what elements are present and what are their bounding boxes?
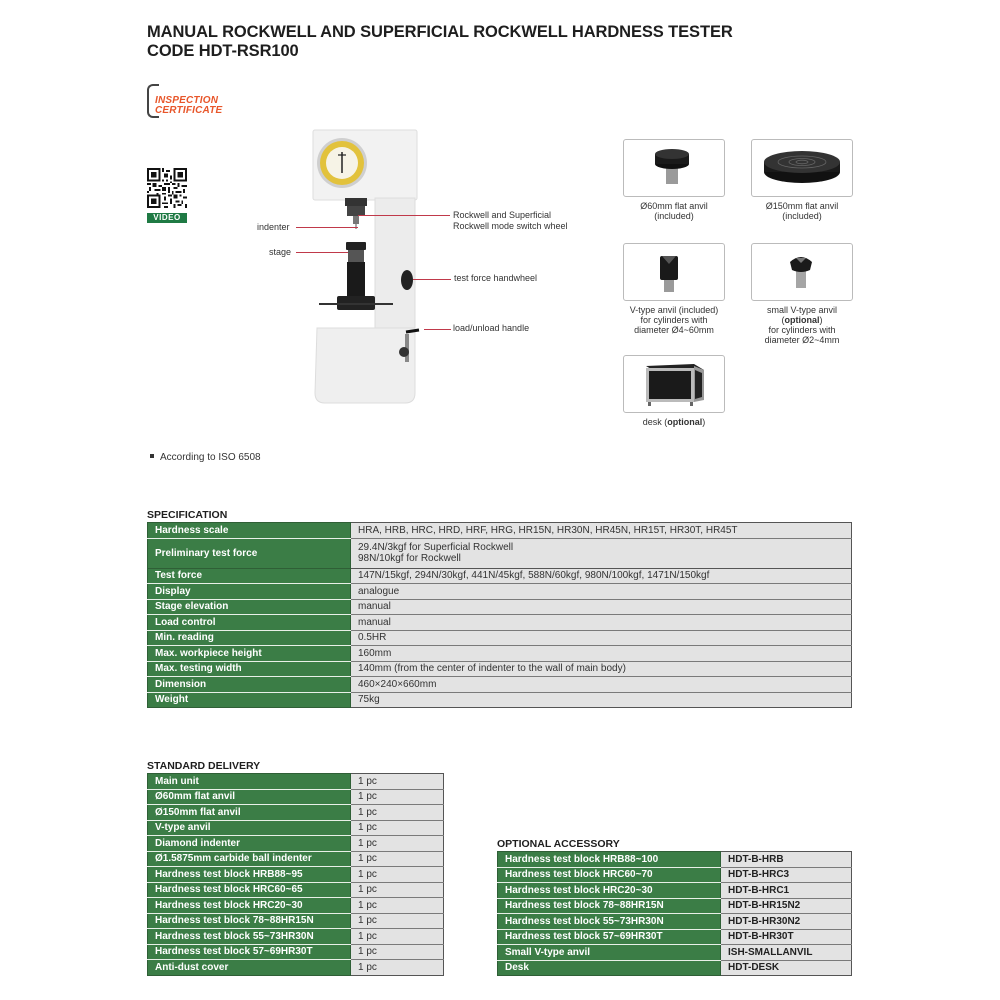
spec-row bbox=[148, 692, 852, 708]
spec-row-label: Display bbox=[148, 584, 351, 600]
caption-line: for cylinders with bbox=[768, 325, 836, 335]
accessory-row-value: ISH-SMALLANVIL bbox=[721, 945, 852, 961]
callout-line-indenter bbox=[296, 227, 358, 228]
delivery-row bbox=[148, 944, 444, 960]
delivery-row-value: 1 pc bbox=[351, 898, 444, 914]
accessory-row-label: Hardness test block HRB88~100 bbox=[498, 852, 721, 868]
delivery-row bbox=[148, 789, 444, 805]
specification-heading: SPECIFICATION bbox=[147, 509, 228, 521]
accessory-row bbox=[498, 867, 852, 883]
delivery-row bbox=[148, 867, 444, 883]
accessory-row-label: Small V-type anvil bbox=[498, 945, 721, 961]
v-type-anvil-icon bbox=[624, 244, 724, 300]
accessory-row bbox=[498, 929, 852, 945]
spec-row-value: analogue bbox=[351, 584, 852, 600]
qr-code-icon bbox=[147, 168, 187, 208]
callout-indenter: indenter bbox=[257, 222, 290, 232]
spec-row bbox=[148, 568, 852, 584]
optional-accessory-table bbox=[497, 851, 852, 976]
delivery-row-label: Hardness test block HRC20~30 bbox=[148, 898, 351, 914]
accessory-row-label: Hardness test block 78~88HR15N bbox=[498, 898, 721, 914]
caption-line: small V-type anvil bbox=[766, 305, 838, 315]
delivery-row bbox=[148, 929, 444, 945]
caption-text: desk ( bbox=[642, 417, 668, 427]
accessory-card-desk bbox=[623, 355, 725, 413]
delivery-row bbox=[148, 805, 444, 821]
spec-row-label: Weight bbox=[148, 692, 351, 708]
delivery-row bbox=[148, 913, 444, 929]
accessory-row-value: HDT-DESK bbox=[721, 960, 852, 976]
callout-line-load-handle bbox=[424, 329, 451, 330]
caption-line: (included) bbox=[782, 211, 822, 221]
spec-row bbox=[148, 538, 852, 568]
spec-row-label: Dimension bbox=[148, 677, 351, 693]
spec-row bbox=[148, 523, 852, 539]
delivery-row-label: Main unit bbox=[148, 774, 351, 790]
delivery-row-label: Hardness test block 57~69HR30T bbox=[148, 944, 351, 960]
accessory-row bbox=[498, 945, 852, 961]
spec-row-value: 147N/15kgf, 294N/30kgf, 441N/45kgf, 588N/60kgf, 980N/100kgf, 1471N/150kgf bbox=[351, 568, 852, 584]
accessory-row-label: Hardness test block HRC20~30 bbox=[498, 883, 721, 899]
delivery-row-label: Ø150mm flat anvil bbox=[148, 805, 351, 821]
inspection-certificate-badge bbox=[147, 84, 247, 118]
delivery-row-label: Anti-dust cover bbox=[148, 960, 351, 976]
callout-switch-wheel-line-2: Rockwell mode switch wheel bbox=[453, 221, 568, 231]
delivery-row-value: 1 pc bbox=[351, 944, 444, 960]
hardness-tester-image bbox=[295, 128, 425, 408]
delivery-row bbox=[148, 851, 444, 867]
caption-line: Ø150mm flat anvil bbox=[765, 201, 839, 211]
callout-stage: stage bbox=[269, 247, 292, 257]
accessory-caption-60mm-anvil bbox=[609, 201, 739, 221]
spec-row bbox=[148, 646, 852, 662]
accessory-row bbox=[498, 914, 852, 930]
delivery-row bbox=[148, 898, 444, 914]
delivery-row-value: 1 pc bbox=[351, 774, 444, 790]
flat-anvil-60mm-icon bbox=[624, 140, 724, 196]
spec-row-value-line: 98N/10kgf for Rockwell bbox=[358, 553, 461, 564]
caption-text: ) bbox=[702, 417, 706, 427]
spec-row bbox=[148, 615, 852, 631]
delivery-row-value: 1 pc bbox=[351, 805, 444, 821]
spec-row-value: 75kg bbox=[351, 692, 852, 708]
accessory-row-value: HDT-B-HRC3 bbox=[721, 867, 852, 883]
optional-label: optional bbox=[784, 315, 820, 325]
accessory-card-v-anvil bbox=[623, 243, 725, 301]
certificate-line-2: CERTIFICATE bbox=[155, 105, 223, 116]
accessory-card-150mm-anvil bbox=[751, 139, 853, 197]
spec-row-label: Stage elevation bbox=[148, 599, 351, 615]
specification-table bbox=[147, 522, 852, 708]
spec-row bbox=[148, 630, 852, 646]
delivery-row bbox=[148, 836, 444, 852]
accessory-row bbox=[498, 852, 852, 868]
caption-line bbox=[737, 315, 867, 325]
spec-row bbox=[148, 584, 852, 600]
accessory-row-value: HDT-B-HRB bbox=[721, 852, 852, 868]
accessory-row-label: Hardness test block HRC60~70 bbox=[498, 867, 721, 883]
accessory-row-value: HDT-B-HR30T bbox=[721, 929, 852, 945]
delivery-row-value: 1 pc bbox=[351, 820, 444, 836]
accessory-row-label: Desk bbox=[498, 960, 721, 976]
delivery-row-value: 1 pc bbox=[351, 789, 444, 805]
caption-line: diameter Ø2~4mm bbox=[764, 335, 840, 345]
accessory-row-value: HDT-B-HR15N2 bbox=[721, 898, 852, 914]
delivery-row-value: 1 pc bbox=[351, 882, 444, 898]
accessory-caption-desk bbox=[609, 417, 739, 427]
spec-row-value: 460×240×660mm bbox=[351, 677, 852, 693]
delivery-row-value: 1 pc bbox=[351, 851, 444, 867]
caption-text: ( bbox=[781, 315, 785, 325]
bullet-icon bbox=[150, 454, 154, 458]
delivery-row-value: 1 pc bbox=[351, 960, 444, 976]
accessory-card-60mm-anvil bbox=[623, 139, 725, 197]
spec-row bbox=[148, 661, 852, 677]
callout-line-switch-wheel bbox=[358, 215, 450, 216]
spec-row-label: Load control bbox=[148, 615, 351, 631]
spec-row bbox=[148, 677, 852, 693]
caption-line: Ø60mm flat anvil bbox=[640, 201, 708, 211]
desk-icon bbox=[624, 356, 724, 412]
delivery-row-label: Ø60mm flat anvil bbox=[148, 789, 351, 805]
spec-row-label: Max. testing width bbox=[148, 661, 351, 677]
spec-row-label: Preliminary test force bbox=[148, 538, 351, 568]
optional-accessory-heading: OPTIONAL ACCESSORY bbox=[497, 838, 620, 850]
standard-note-text: According to ISO 6508 bbox=[160, 452, 261, 463]
spec-row-value: manual bbox=[351, 599, 852, 615]
certificate-line-1: INSPECTION bbox=[155, 95, 219, 106]
title-line-2: CODE HDT-RSR100 bbox=[147, 42, 299, 60]
accessory-row-label: Hardness test block 55~73HR30N bbox=[498, 914, 721, 930]
spec-row-label: Min. reading bbox=[148, 630, 351, 646]
caption-text: ) bbox=[819, 315, 823, 325]
standard-delivery-heading: STANDARD DELIVERY bbox=[147, 760, 261, 772]
accessory-caption-150mm-anvil bbox=[737, 201, 867, 221]
spec-row-value: 160mm bbox=[351, 646, 852, 662]
spec-row-value: 140mm (from the center of indenter to the wall of main body) bbox=[351, 661, 852, 677]
callout-load-unload-handle: load/unload handle bbox=[453, 323, 530, 333]
video-qr-code[interactable] bbox=[147, 168, 187, 222]
delivery-row-value: 1 pc bbox=[351, 867, 444, 883]
delivery-row bbox=[148, 960, 444, 976]
spec-row-label: Test force bbox=[148, 568, 351, 584]
delivery-row-value: 1 pc bbox=[351, 836, 444, 852]
spec-row-label: Hardness scale bbox=[148, 523, 351, 539]
delivery-row-value: 1 pc bbox=[351, 913, 444, 929]
certificate-text bbox=[155, 96, 222, 116]
spec-row bbox=[148, 599, 852, 615]
accessory-row-value: HDT-B-HRC1 bbox=[721, 883, 852, 899]
spec-row-value: manual bbox=[351, 615, 852, 631]
delivery-row bbox=[148, 882, 444, 898]
video-label: VIDEO bbox=[147, 213, 187, 223]
accessory-row bbox=[498, 898, 852, 914]
delivery-row-label: Hardness test block HRB88~95 bbox=[148, 867, 351, 883]
spec-row-value: 0.5HR bbox=[351, 630, 852, 646]
page-title bbox=[147, 23, 733, 61]
spec-row-value: HRA, HRB, HRC, HRD, HRF, HRG, HR15N, HR30N, HR45N, HR15T, HR30T, HR45T bbox=[351, 523, 852, 539]
optional-label: optional bbox=[667, 417, 703, 427]
callout-test-force-handwheel: test force handwheel bbox=[454, 273, 538, 283]
delivery-row-label: V-type anvil bbox=[148, 820, 351, 836]
delivery-row-label: Hardness test block HRC60~65 bbox=[148, 882, 351, 898]
accessory-row bbox=[498, 883, 852, 899]
delivery-row-label: Hardness test block 78~88HR15N bbox=[148, 913, 351, 929]
small-v-type-anvil-icon bbox=[752, 244, 852, 300]
standard-delivery-table bbox=[147, 773, 444, 976]
standard-note bbox=[150, 452, 261, 463]
accessory-caption-v-anvil bbox=[609, 305, 739, 335]
spec-row-label: Max. workpiece height bbox=[148, 646, 351, 662]
caption-line: for cylinders with bbox=[640, 315, 708, 325]
caption-line: diameter Ø4~60mm bbox=[634, 325, 714, 335]
spec-row-value-line: 29.4N/3kgf for Superficial Rockwell bbox=[358, 542, 514, 553]
callout-switch-wheel bbox=[453, 210, 568, 232]
callout-line-stage bbox=[296, 252, 348, 253]
accessory-caption-small-v-anvil bbox=[737, 305, 867, 345]
caption-line: V-type anvil (included) bbox=[629, 305, 719, 315]
delivery-row-label: Ø1.5875mm carbide ball indenter bbox=[148, 851, 351, 867]
spec-row-value bbox=[351, 538, 852, 568]
delivery-row-value: 1 pc bbox=[351, 929, 444, 945]
flat-anvil-150mm-icon bbox=[752, 140, 852, 196]
title-line-1: MANUAL ROCKWELL AND SUPERFICIAL ROCKWELL HARDNESS TESTER bbox=[147, 23, 733, 41]
delivery-row bbox=[148, 774, 444, 790]
accessory-row bbox=[498, 960, 852, 976]
callout-switch-wheel-line-1: Rockwell and Superficial bbox=[453, 210, 552, 220]
accessory-row-label: Hardness test block 57~69HR30T bbox=[498, 929, 721, 945]
delivery-row bbox=[148, 820, 444, 836]
accessory-row-value: HDT-B-HR30N2 bbox=[721, 914, 852, 930]
caption-line: (included) bbox=[654, 211, 694, 221]
callout-line-handwheel bbox=[413, 279, 451, 280]
delivery-row-label: Diamond indenter bbox=[148, 836, 351, 852]
delivery-row-label: Hardness test block 55~73HR30N bbox=[148, 929, 351, 945]
accessory-card-small-v-anvil bbox=[751, 243, 853, 301]
